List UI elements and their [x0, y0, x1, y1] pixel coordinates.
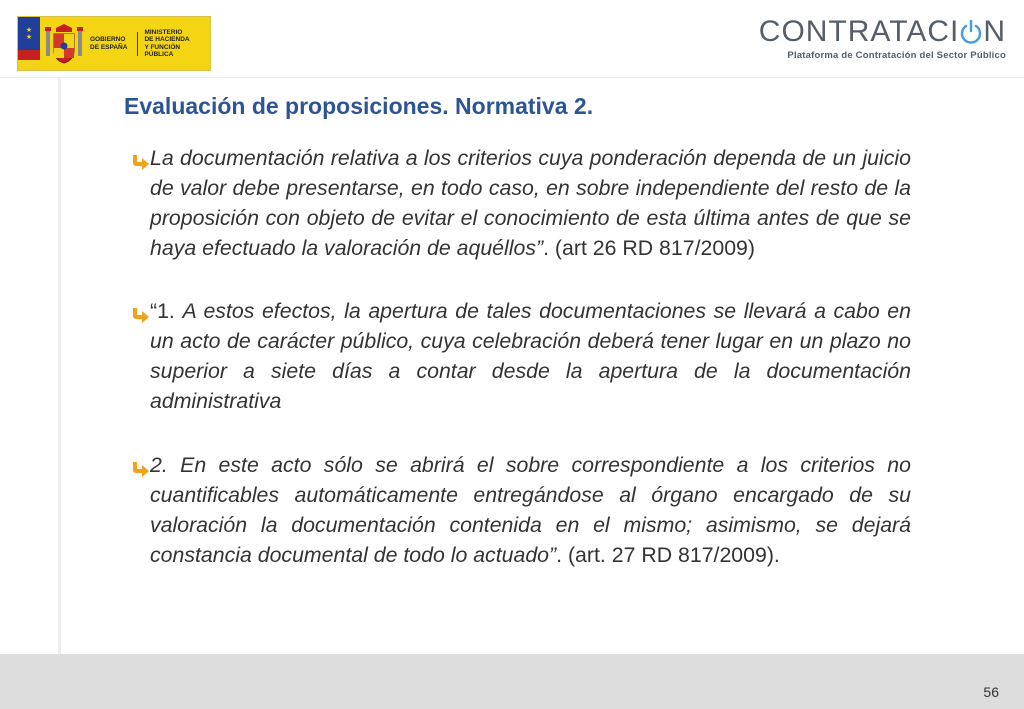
curved-arrow-bullet-icon: [131, 149, 150, 167]
power-icon: [960, 18, 982, 46]
government-line-2: DE ESPAÑA: [90, 43, 128, 51]
paragraph-2: [131, 296, 911, 416]
slide-content: [131, 143, 911, 603]
government-name: [84, 32, 138, 56]
brand-title-end: N: [983, 15, 1006, 48]
paragraph-3-italic: 2. En este acto sólo se abrirá el sobre correspondiente a los criterios no cuantificables automáticamente entregándose al órgano encargado de su valoración la documentación contenida en el mismo; asimismo, se dejará constancia documental de todo lo actuado”: [150, 453, 911, 567]
paragraph-1: [131, 143, 911, 263]
eu-stars-icon: ★ ★: [18, 17, 40, 50]
paragraph-2-prefix: “1.: [150, 299, 183, 323]
curved-arrow-bullet-icon: [131, 456, 150, 474]
flag-yellow-band: [18, 60, 40, 70]
slide-footer: [0, 654, 1024, 709]
paragraph-3: [131, 450, 911, 570]
ministry-line-2: DE HACIENDA: [144, 36, 190, 44]
ministry-line-3: Y FUNCIÓN PÚBLICA: [144, 43, 181, 58]
brand-subtitle: Plataforma de Contratación del Sector Público: [787, 50, 1006, 61]
gov-block: [40, 17, 210, 70]
paragraph-1-italic: La documentación relativa a los criterios cuya ponderación dependa de un juicio de valor debe presentarse, en todo caso, en sobre independiente del resto de la proposición con objeto de evitar el conocimiento de esta última antes de que se haya efectuado la valoración de aquéllos”: [150, 146, 911, 260]
ministry-name: [138, 29, 210, 59]
flag-red-band: [18, 50, 40, 60]
contratacion-logo: [759, 17, 1006, 61]
paragraph-1-citation: . (art 26 RD 817/2009): [543, 236, 755, 260]
government-logo: [17, 16, 211, 71]
left-margin-rule: [58, 78, 61, 654]
slide-title: Evaluación de proposiciones. Normativa 2.: [124, 93, 594, 119]
paragraph-3-citation: . (art. 27 RD 817/2009).: [556, 543, 780, 567]
eu-flag-strip: [18, 17, 40, 70]
government-line-1: GOBIERNO: [90, 36, 126, 44]
brand-title: [759, 17, 1006, 47]
spanish-coat-of-arms-icon: [44, 22, 84, 66]
header-divider: [0, 77, 1024, 78]
brand-title-start: CONTRATACI: [758, 15, 960, 48]
paragraph-2-italic: A estos efectos, la apertura de tales documentaciones se llevará a cabo en un acto de carácter público, cuya celebración deberá tener lugar en un plazo no superior a siete días a contar desde la apertura de la documentación administrativa: [150, 299, 911, 413]
curved-arrow-bullet-icon: [131, 302, 150, 320]
ministry-line-1: MINISTERIO: [144, 28, 183, 36]
page-number: 56: [983, 684, 999, 700]
